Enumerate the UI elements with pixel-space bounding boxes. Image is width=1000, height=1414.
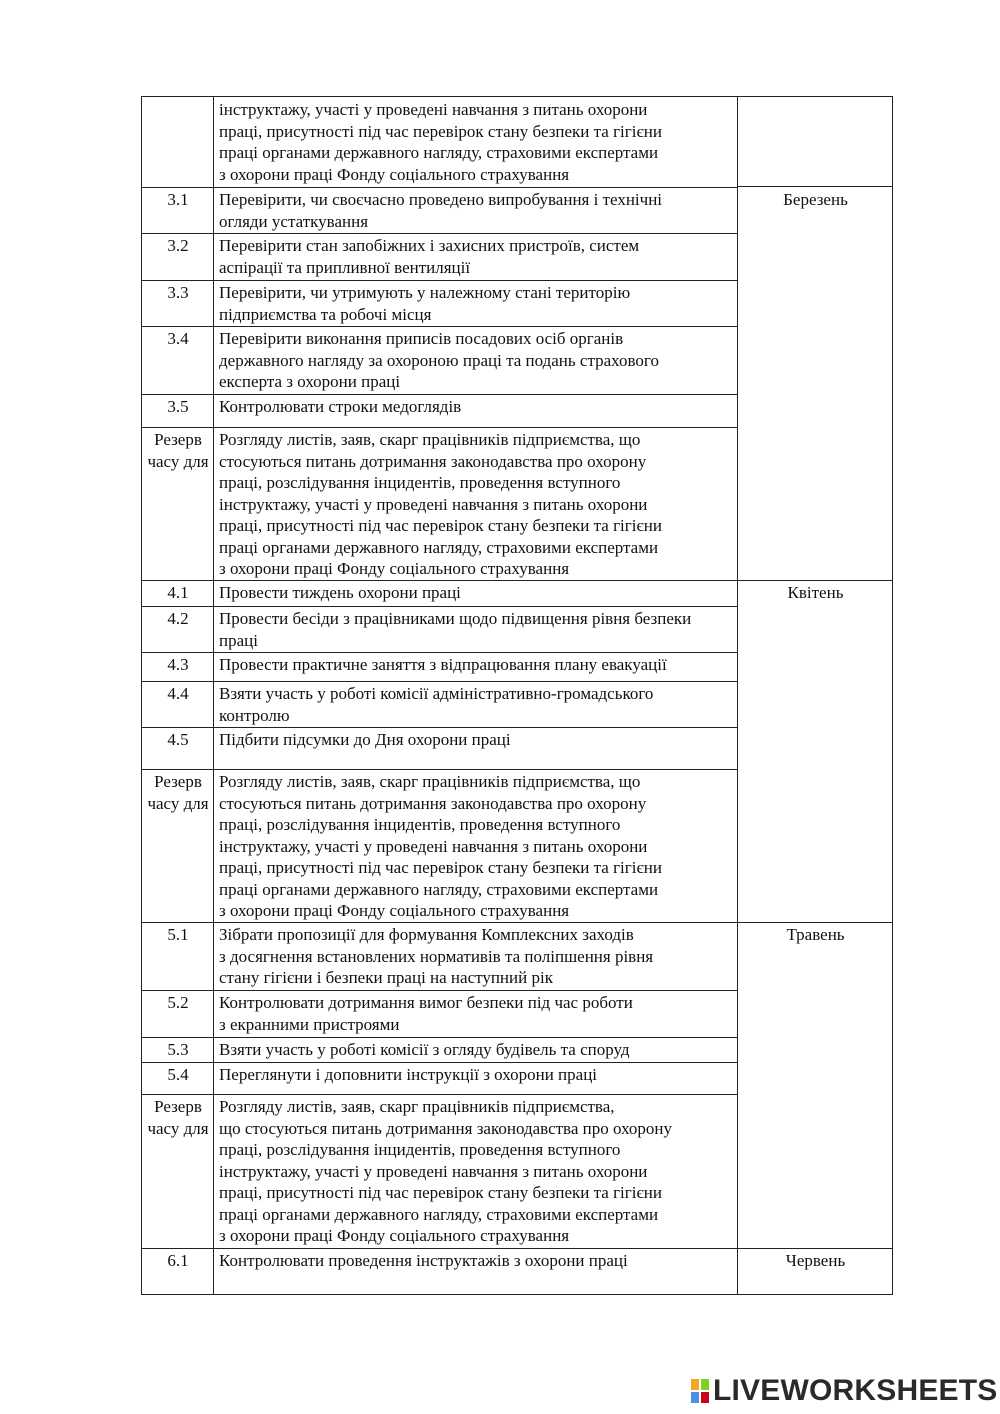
item-description: Взяти участь у роботі комісії адміністративно-громадського контролю bbox=[219, 684, 654, 725]
item-number: 5.4 bbox=[167, 1065, 189, 1084]
item-description: Провести бесіди з працівниками щодо підвищення рівня безпеки праці bbox=[219, 609, 692, 650]
month-label: Травень bbox=[786, 925, 845, 944]
item-description: Зібрати пропозиції для формування Комплексних заходів з досягнення встановлених нормативів та поліпшення рівня стану гігієни і безпеки праці на наступний рік bbox=[219, 925, 654, 987]
item-number: 3.4 bbox=[167, 329, 189, 348]
item-description: Контролювати дотримання вимог безпеки під час роботи з екранними пристроями bbox=[219, 993, 633, 1034]
row-divider bbox=[141, 652, 738, 653]
logo-square-4 bbox=[700, 1391, 710, 1404]
item-number: 4.5 bbox=[167, 730, 189, 749]
month-top-divider bbox=[738, 186, 893, 187]
table-right-border bbox=[892, 96, 893, 1294]
item-number: 4.4 bbox=[167, 684, 189, 703]
row-divider bbox=[141, 1094, 738, 1095]
month-label: Березень bbox=[783, 190, 848, 209]
item-description: Перевірити, чи своєчасно проведено випробування і технічні огляди устаткування bbox=[219, 190, 663, 231]
row-divider bbox=[141, 990, 738, 991]
month-divider bbox=[738, 1248, 893, 1249]
row-divider bbox=[141, 727, 738, 728]
month-divider bbox=[738, 580, 893, 581]
logo-square-3 bbox=[690, 1391, 700, 1404]
table-bottom-border bbox=[141, 1294, 893, 1295]
liveworksheets-logo-icon bbox=[690, 1378, 710, 1404]
row-divider bbox=[141, 606, 738, 607]
item-number: Резерв часу для bbox=[147, 430, 209, 471]
row-divider bbox=[141, 681, 738, 682]
item-number: Резерв часу для bbox=[147, 1097, 209, 1138]
row-divider bbox=[141, 233, 738, 234]
row-divider bbox=[141, 394, 738, 395]
item-description: Підбити підсумки до Дня охорони праці bbox=[219, 730, 511, 749]
item-description: Контролювати строки медоглядів bbox=[219, 397, 462, 416]
item-number: 5.2 bbox=[167, 993, 189, 1012]
row-divider bbox=[141, 922, 738, 923]
logo-text: LIVEWORKSHEETS bbox=[713, 1374, 998, 1407]
item-number: 5.1 bbox=[167, 925, 189, 944]
item-description: Перевірити виконання приписів посадових осіб органів державного нагляду за охороною праці та подань страхового експерта з охорони праці bbox=[219, 329, 659, 391]
item-number: 3.5 bbox=[167, 397, 189, 416]
item-description: Взяти участь у роботі комісії з огляду будівель та споруд bbox=[219, 1040, 630, 1059]
logo-square-1 bbox=[690, 1378, 700, 1391]
row-divider bbox=[141, 1037, 738, 1038]
item-number: 3.2 bbox=[167, 236, 189, 255]
item-description: Провести тиждень охорони праці bbox=[219, 583, 461, 602]
row-divider bbox=[141, 769, 738, 770]
row-divider bbox=[141, 280, 738, 281]
row-divider bbox=[141, 1062, 738, 1063]
month-label: Червень bbox=[785, 1251, 846, 1270]
item-number: 3.3 bbox=[167, 283, 189, 302]
column-divider-text bbox=[737, 96, 738, 1294]
liveworksheets-logo bbox=[690, 1374, 998, 1408]
month-label: Квітень bbox=[787, 583, 844, 602]
row-divider bbox=[141, 1248, 738, 1249]
item-description: Переглянути і доповнити інструкції з охорони праці bbox=[219, 1065, 598, 1084]
item-description: Провести практичне заняття з відпрацювання плану евакуації bbox=[219, 655, 667, 674]
row-divider bbox=[141, 580, 738, 581]
item-number: 5.3 bbox=[167, 1040, 189, 1059]
item-number: 4.1 bbox=[167, 583, 189, 602]
item-description: Розгляду листів, заяв, скарг працівників підприємства, що стосуються питань дотримання законодавства про охорону праці, розслідування інцидентів, проведення вступного інструктажу, участі у проведені навчання з питань охорони праці, присутності під час перевірок стану безпеки та гігієни праці органами державного нагляду, страховими експертами з охорони праці Фонду соціального страхування bbox=[219, 772, 662, 920]
item-description: Розгляду листів, заяв, скарг працівників підприємства, що стосуються питань дотримання законодавства про охорону праці, розслідування інцидентів, проведення вступного інструктажу, участі у проведені навчання з питань охорони праці, присутності під час перевірок стану безпеки та гігієни праці органами державного нагляду, страховими експертами з охорони праці Фонду соціального страхування bbox=[219, 430, 662, 578]
table-top-border bbox=[141, 96, 893, 97]
logo-square-2 bbox=[700, 1378, 710, 1391]
row-divider bbox=[141, 187, 738, 188]
item-number: 3.1 bbox=[167, 190, 189, 209]
table-left-border bbox=[141, 96, 142, 1294]
item-description: Контролювати проведення інструктажів з охорони праці bbox=[219, 1251, 628, 1270]
item-number: Резерв часу для bbox=[147, 772, 209, 813]
row-divider bbox=[141, 427, 738, 428]
item-number: 6.1 bbox=[167, 1251, 189, 1270]
item-description: Розгляду листів, заяв, скарг працівників підприємства, що стосуються питань дотримання законодавства про охорону праці, розслідування інцидентів, проведення вступного інструктажу, участі у проведені навчання з питань охорони праці, присутності під час перевірок стану безпеки та гігієни праці органами державного нагляду, страховими експертами з охорони праці Фонду соціального страхування bbox=[219, 1097, 673, 1245]
item-description: Перевірити стан запобіжних і захисних пристроїв, систем аспірації та припливної вентиляції bbox=[219, 236, 640, 277]
row-divider bbox=[141, 326, 738, 327]
item-number: 4.3 bbox=[167, 655, 189, 674]
item-description: Перевірити, чи утримують у належному стані територію підприємства та робочі місця bbox=[219, 283, 631, 324]
item-description: інструктажу, участі у проведені навчання з питань охорони праці, присутності під час перевірок стану безпеки та гігієни праці органами державного нагляду, страховими експертами з охорони праці Фонду соціального страхування bbox=[219, 100, 662, 184]
month-divider bbox=[738, 922, 893, 923]
column-divider-number bbox=[213, 96, 214, 1294]
item-number: 4.2 bbox=[167, 609, 189, 628]
